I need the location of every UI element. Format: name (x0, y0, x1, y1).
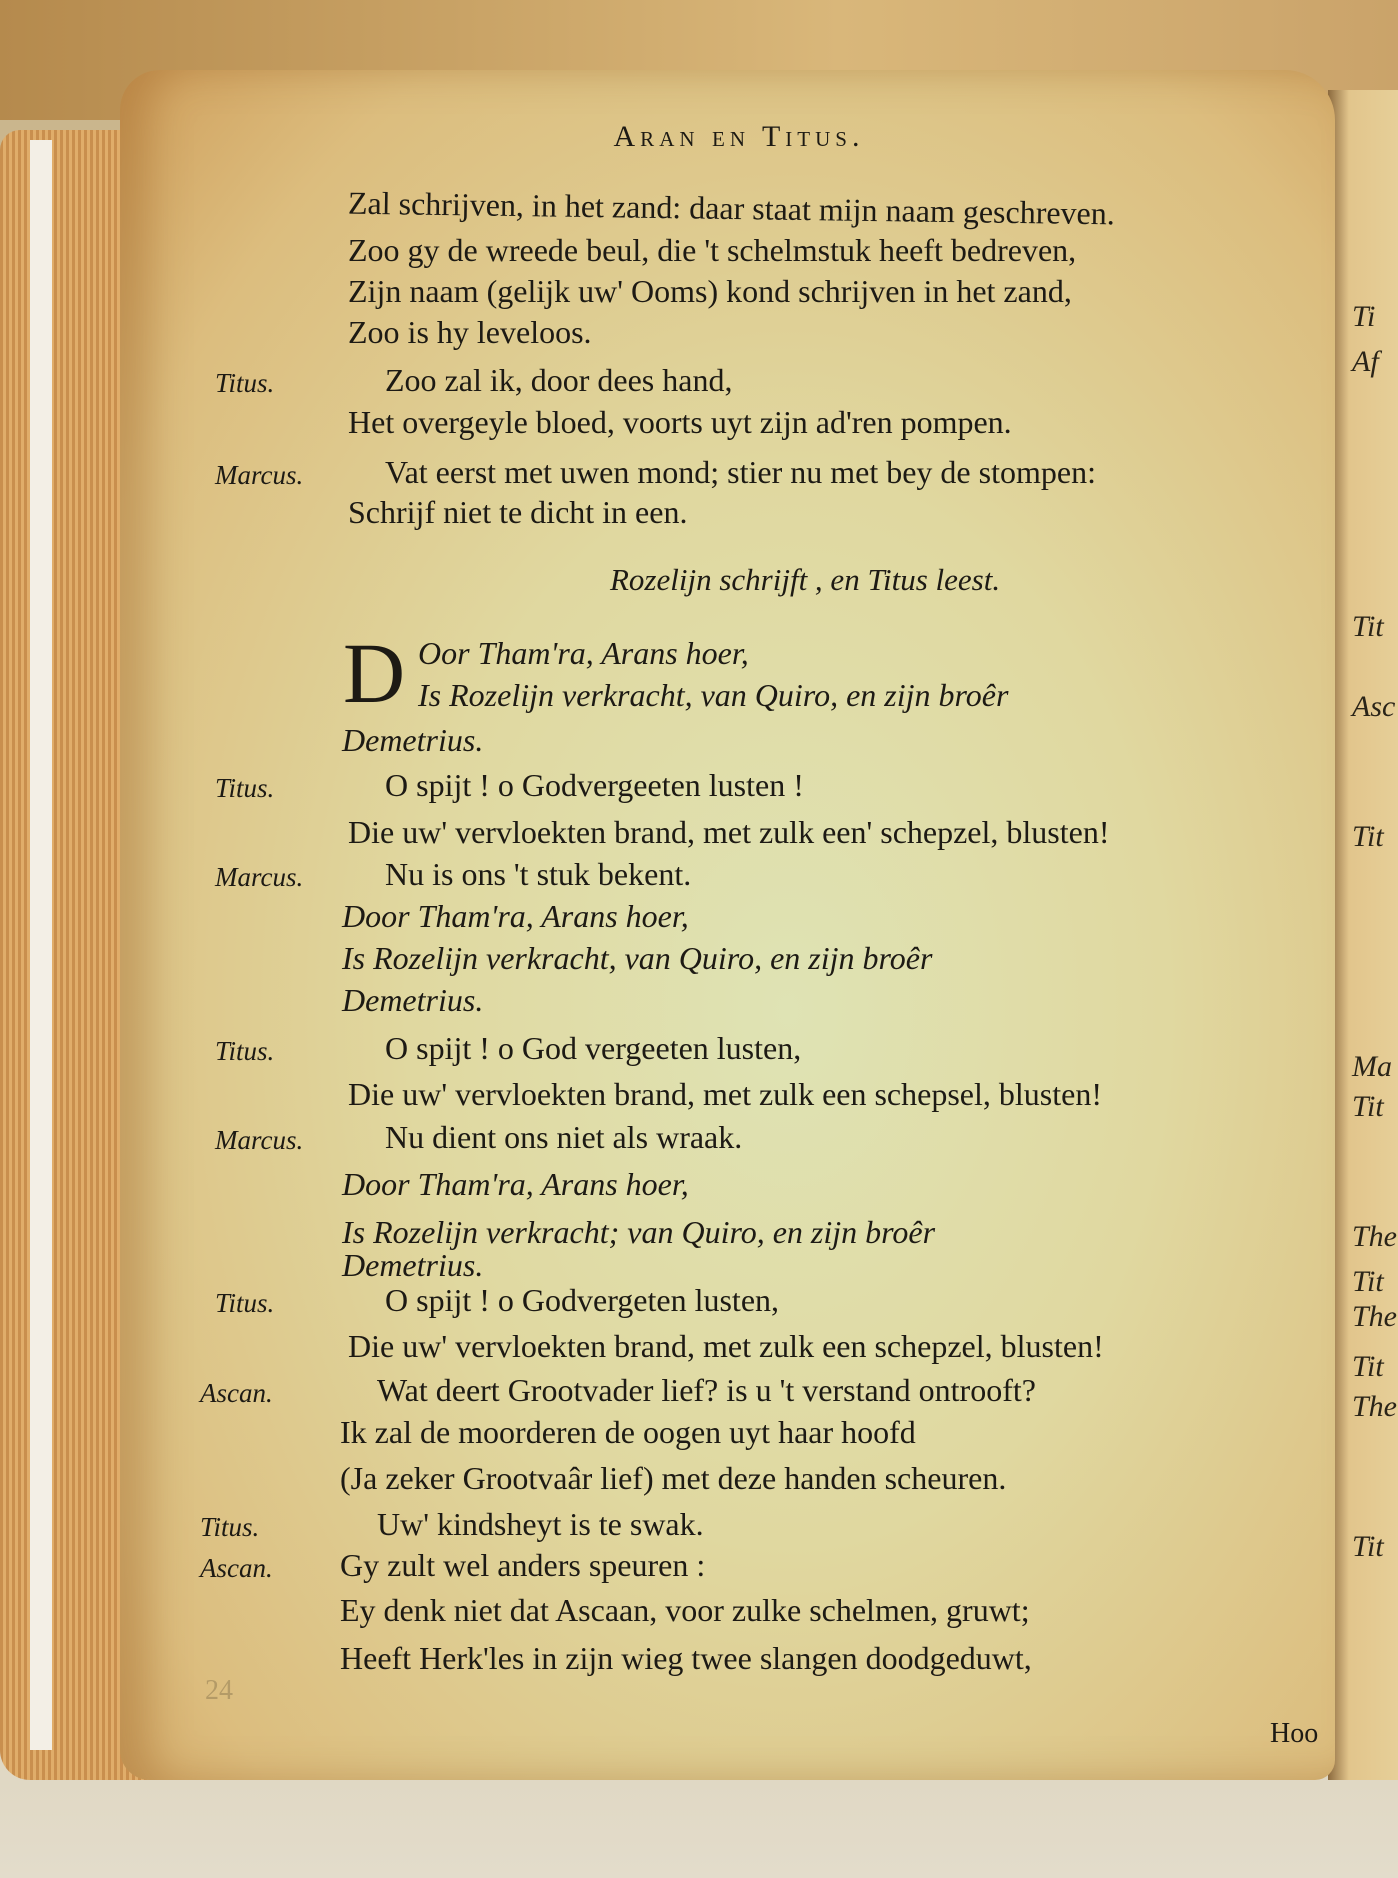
verse-line: Zoo zal ik, door dees hand, (385, 362, 733, 398)
italic-verse-line: Is Rozelijn verkracht; van Quiro, en zijn broêr (342, 1214, 936, 1250)
facing-page-fragment: The (1352, 1300, 1397, 1333)
italic-verse-line: Door Tham'ra, Arans hoer, (342, 898, 689, 934)
facing-page-fragment: Tit (1352, 820, 1384, 853)
book-page (120, 70, 1335, 1780)
verse-line: Zoo gy de wreede beul, die 't schelmstuk heeft bedreven, (348, 232, 1077, 268)
speaker-label: Titus. (215, 368, 275, 398)
verse-line: O spijt ! o Godvergeeten lusten ! (385, 767, 804, 803)
italic-verse-line: Demetrius. (342, 722, 484, 758)
verse-line: Gy zult wel anders speuren : (340, 1547, 706, 1583)
italic-verse-line: Demetrius. (342, 1247, 484, 1283)
italic-verse-line: Oor Tham'ra, Arans hoer, (418, 635, 749, 671)
facing-page-fragment: Tit (1352, 610, 1384, 643)
running-header: Aran en Titus. (613, 120, 865, 153)
speaker-label: Marcus. (215, 460, 304, 490)
italic-verse-line: Is Rozelijn verkracht, van Quiro, en zijn broêr (418, 677, 1009, 713)
bleed-through-page-number: 24 (205, 1675, 233, 1706)
speaker-label: Ascan. (200, 1378, 273, 1408)
speaker-label: Titus. (215, 1288, 275, 1318)
verse-line: Uw' kindsheyt is te swak. (377, 1506, 704, 1542)
verse-line: Zal schrijven, in het zand: daar staat mijn naam geschreven. (347, 184, 1116, 232)
stage-direction: Rozelijn schrijft , en Titus leest. (610, 562, 1001, 597)
facing-page-fragment: Tit (1352, 1350, 1384, 1383)
facing-page-fragment: Ti (1352, 300, 1376, 333)
verse-line: Vat eerst met uwen mond; stier nu met bey de stompen: (385, 454, 1096, 490)
verse-line: Schrijf niet te dicht in een. (348, 494, 688, 530)
facing-page-fragment: Asc (1352, 690, 1396, 723)
speaker-label: Ascan. (200, 1553, 273, 1583)
verse-line: (Ja zeker Grootvaâr lief) met deze handen scheuren. (340, 1460, 1007, 1496)
italic-verse-line: Is Rozelijn verkracht, van Quiro, en zijn broêr (342, 940, 933, 976)
speaker-label: Titus. (215, 773, 275, 803)
facing-page-fragment: Tit (1352, 1265, 1384, 1298)
facing-page-fragment: The (1352, 1390, 1397, 1423)
facing-page-fragment: Af (1352, 345, 1379, 378)
verse-line: Het overgeyle bloed, voorts uyt zijn ad'ren pompen. (348, 404, 1012, 440)
italic-verse-line: Door Tham'ra, Arans hoer, (342, 1166, 689, 1202)
speaker-label: Titus. (200, 1512, 260, 1542)
catchword: Hoo (1270, 1718, 1319, 1749)
speaker-label: Marcus. (215, 1125, 304, 1155)
facing-page-fragment: The (1352, 1220, 1397, 1253)
drop-cap: D (343, 625, 406, 721)
verse-line: O spijt ! o Godvergeten lusten, (385, 1282, 780, 1318)
verse-line: Ey denk niet dat Ascaan, voor zulke schelmen, gruwt; (340, 1592, 1030, 1628)
verse-line: Nu is ons 't stuk bekent. (385, 856, 692, 892)
speaker-label: Titus. (215, 1036, 275, 1066)
facing-page-fragment: Ma (1352, 1050, 1392, 1083)
verse-line: Zoo is hy leveloos. (348, 314, 592, 350)
facing-page (1328, 90, 1398, 1780)
verse-line: O spijt ! o God vergeeten lusten, (385, 1030, 802, 1066)
verse-line: Heeft Herk'les in zijn wieg twee slangen doodgeduwt, (340, 1640, 1032, 1676)
verse-line: Die uw' vervloekten brand, met zulk een schepsel, blusten! (348, 1076, 1102, 1112)
flyleaf-edge (30, 140, 52, 1750)
verse-line: Die uw' vervloekten brand, met zulk een' schepzel, blusten! (348, 814, 1110, 850)
verse-line: Zijn naam (gelijk uw' Ooms) kond schrijven in het zand, (348, 273, 1072, 309)
verse-line: Ik zal de moorderen de oogen uyt haar hoofd (340, 1414, 916, 1450)
verse-line: Nu dient ons niet als wraak. (385, 1119, 743, 1155)
verse-line: Die uw' vervloekten brand, met zulk een schepzel, blusten! (348, 1328, 1104, 1364)
verse-line: Wat deert Grootvader lief? is u 't verstand ontrooft? (377, 1372, 1036, 1408)
speaker-label: Marcus. (215, 862, 304, 892)
facing-page-fragment: Tit (1352, 1530, 1384, 1563)
italic-verse-line: Demetrius. (342, 982, 484, 1018)
facing-page-fragment: Tit (1352, 1090, 1384, 1123)
